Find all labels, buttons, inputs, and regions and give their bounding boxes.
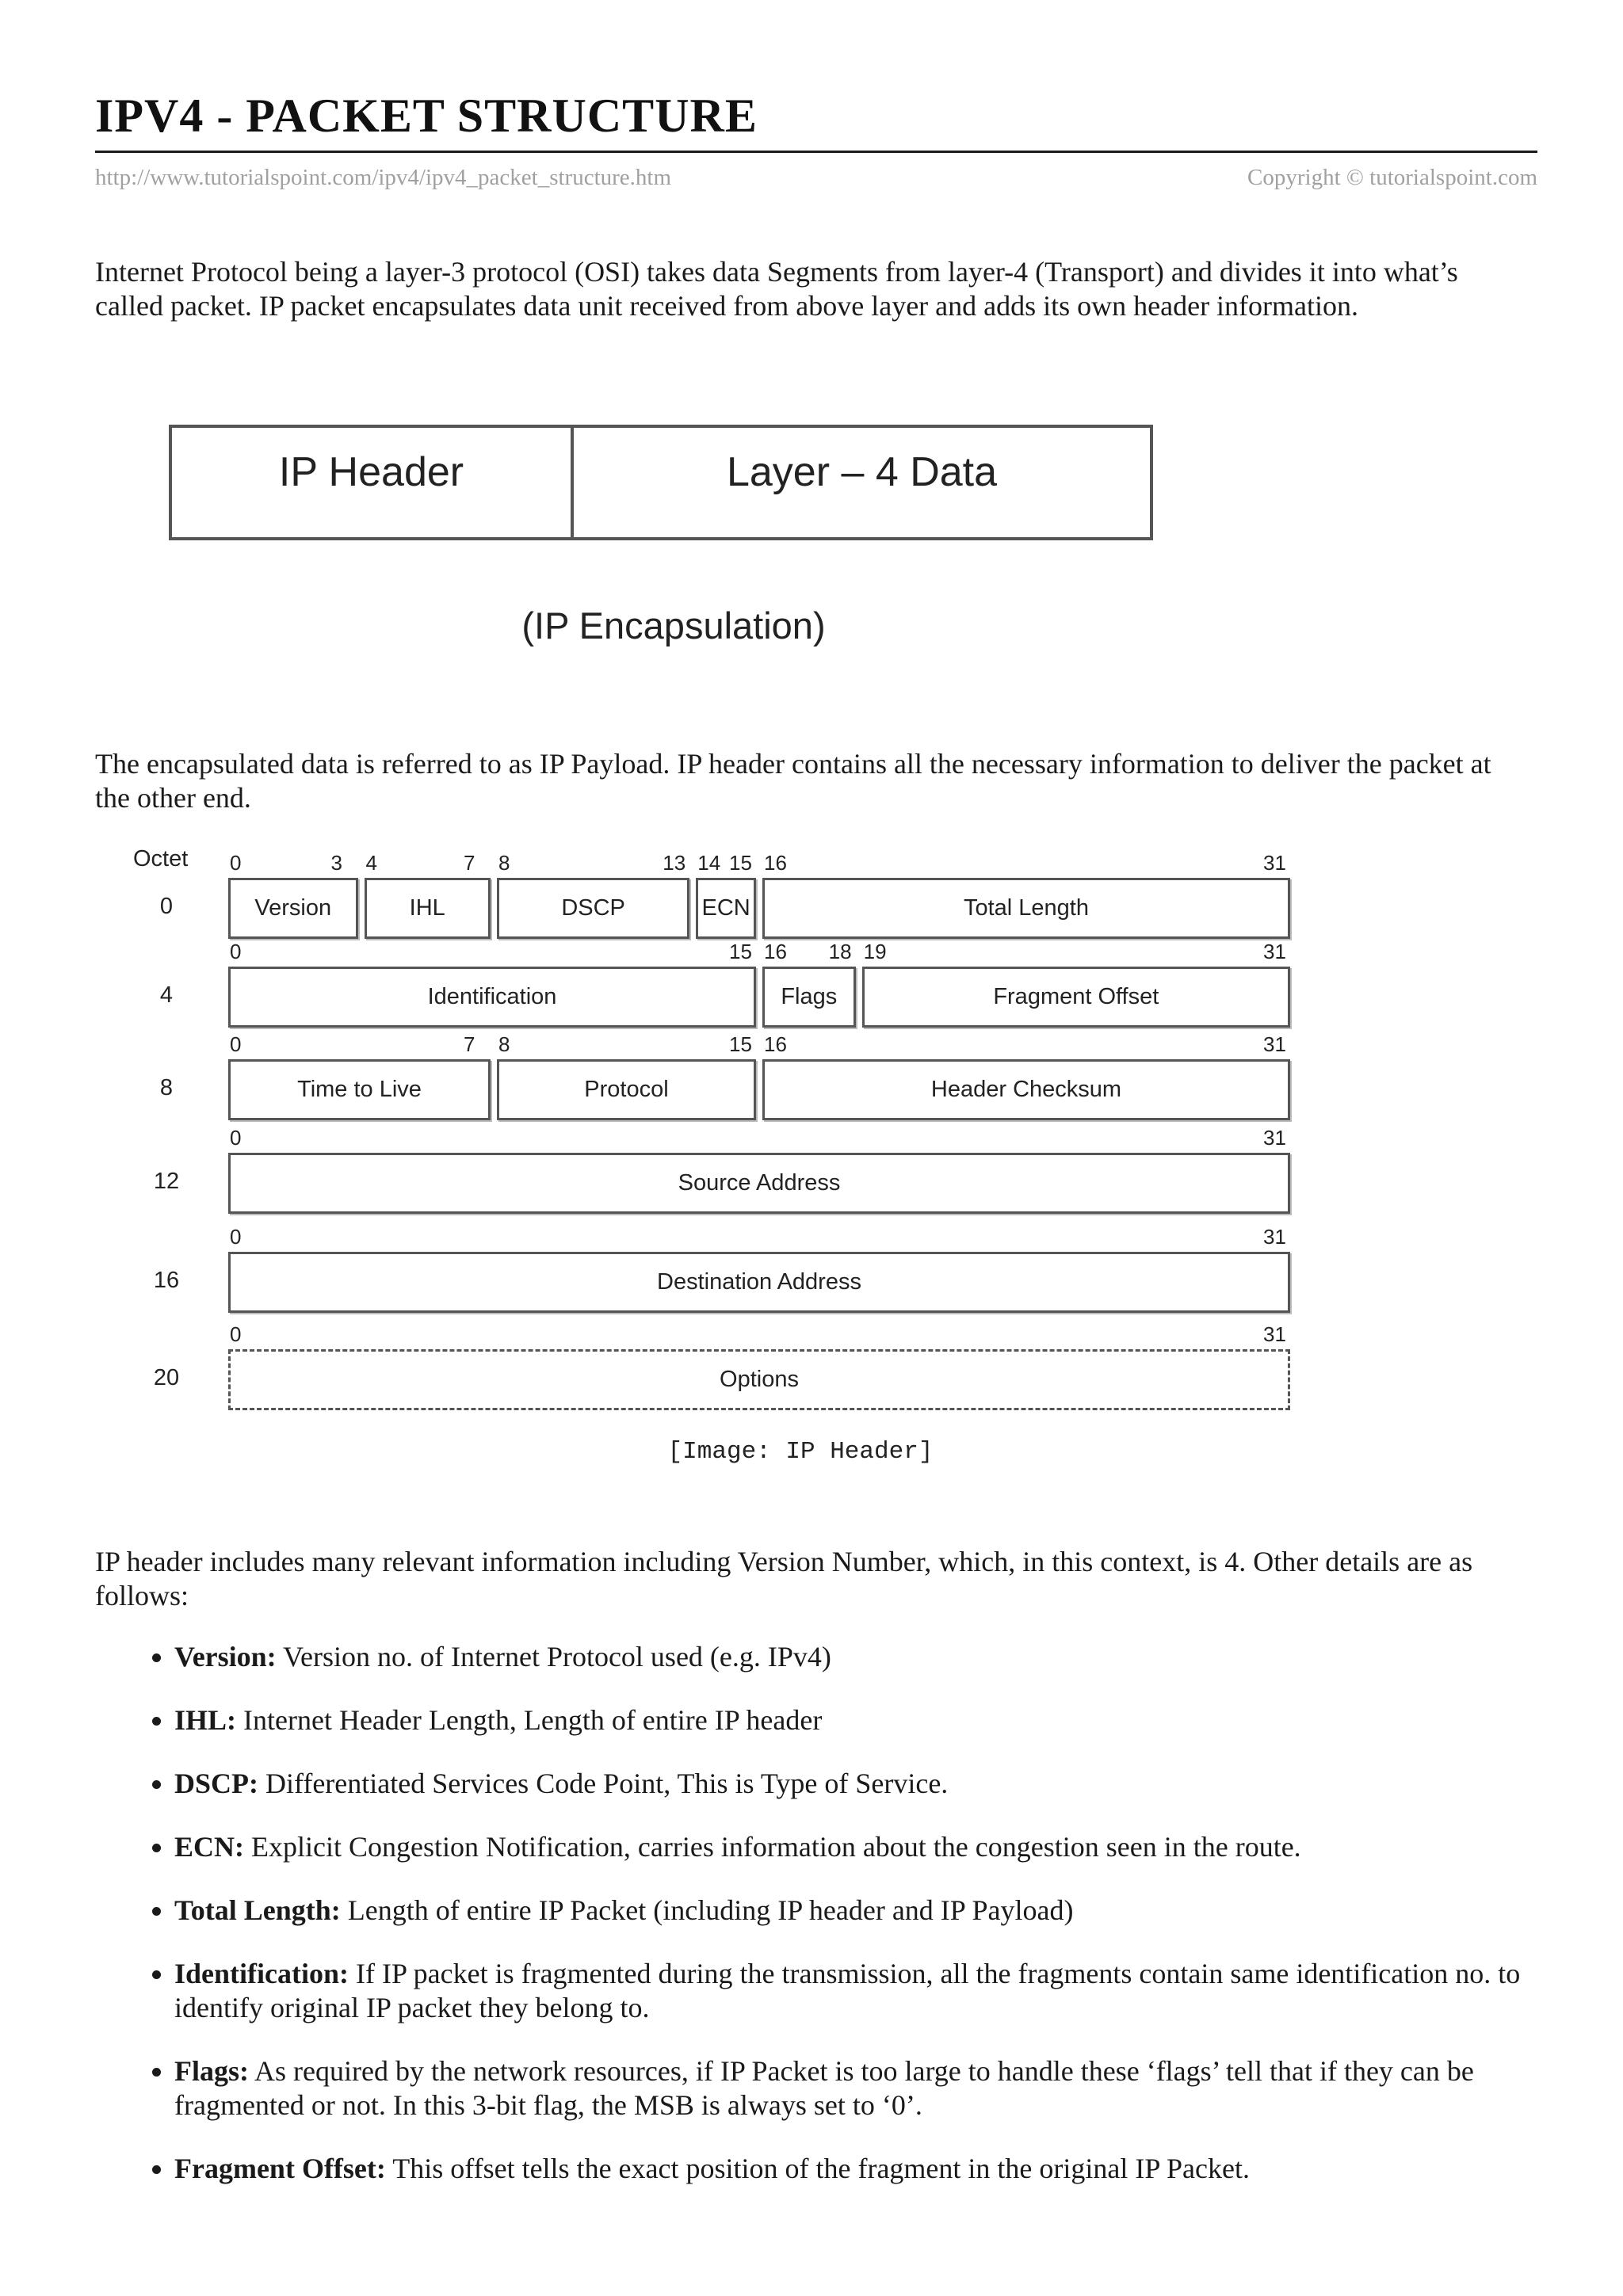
header-field-label: Source Address [678,1170,841,1196]
payload-paragraph: The encapsulated data is referred to as IP Payload. IP header contains all the necessary information to deliver the packet at the other end. [95,748,1491,814]
header-field-ecn [696,878,756,939]
ip-header-caption: [Image: IP Header] [667,1438,934,1466]
bit-start-label: 0 [230,1225,242,1249]
field-details-list [131,1640,1569,2215]
ip-header-block: IP Header [172,428,574,537]
bit-start-label: 8 [498,1032,510,1056]
bit-start-label: 0 [230,1126,242,1150]
octet-label: 12 [153,1169,180,1194]
bit-start-label: 0 [230,1322,242,1346]
list-item [174,1767,1569,1801]
header-field-identification [228,967,756,1028]
layer4-data-block: Layer – 4 Data [726,449,998,495]
header-field-label: Header Checksum [930,1077,1122,1102]
bit-start-label: 14 [697,851,721,875]
bit-start-label: 16 [764,851,787,875]
list-item-description: Version no. of Internet Protocol used (e.g. IPv4) [283,1641,831,1672]
list-item-term: Flags: [174,2055,249,2087]
header-field-fragment-offset [862,967,1290,1028]
header-field-protocol [497,1059,756,1120]
bit-end-label: 7 [464,1032,475,1056]
header-field-time-to-live [228,1059,491,1120]
list-item [174,2054,1569,2122]
list-item-description: Internet Header Length, Length of entire IP header [243,1704,823,1736]
list-item-description: As required by the network resources, if IP Packet is too large to handle these ‘flags’ tell that if they can be fragmented or not. In this 3-bit flag, the MSB is always set to ‘0’. [174,2055,1474,2121]
page-title: IPV4 - PACKET STRUCTURE [95,90,758,142]
list-item [174,1957,1569,2025]
list-item-description: Explicit Congestion Notification, carries information about the congestion seen in the route. [251,1831,1301,1863]
list-item-term: Identification: [174,1958,349,1989]
octet-label: 8 [159,1075,174,1100]
list-item [174,1703,1569,1737]
ip-header-diagram [95,0,1537,1505]
header-field-label: Version [254,895,332,921]
octet-column-title: Octet [133,846,189,871]
header-field-label: DSCP [561,895,625,921]
bit-start-label: 4 [365,851,377,875]
list-item-term: DSCP: [174,1768,258,1799]
list-item [174,1894,1569,1928]
bit-end-label: 31 [1263,851,1286,875]
bit-end-label: 31 [1263,1126,1286,1150]
header-field-label: Protocol [584,1077,669,1102]
bit-end-label: 31 [1263,1032,1286,1056]
list-item-description: This offset tells the exact position of the fragment in the original IP Packet. [392,2153,1250,2184]
header-field-label: IHL [409,895,445,921]
bit-start-label: 16 [764,1032,787,1056]
header-field-dscp [497,878,689,939]
list-item-term: ECN: [174,1831,244,1863]
bit-end-label: 18 [828,940,852,963]
header-field-version [228,878,358,939]
bit-end-label: 15 [729,851,752,875]
list-item-term: Total Length: [174,1894,341,1926]
bit-end-label: 31 [1263,1322,1286,1346]
bit-start-label: 16 [764,940,787,963]
header-field-label: Time to Live [297,1077,422,1102]
header-field-header-checksum [762,1059,1290,1120]
list-item [174,1830,1569,1864]
header-field-label: Destination Address [657,1269,861,1295]
octet-label: 4 [159,982,174,1008]
bit-start-label: 0 [230,940,242,963]
bit-start-label: 8 [498,851,510,875]
bit-start-label: 19 [863,940,887,963]
bit-start-label: 0 [230,1032,242,1056]
encapsulation-caption: (IP Encapsulation) [521,605,826,646]
source-url: http://www.tutorialspoint.com/ipv4/ipv4_packet_structure.htm [95,165,672,190]
bit-end-label: 3 [330,851,342,875]
bit-end-label: 15 [729,940,752,963]
bit-end-label: 15 [729,1032,752,1056]
octet-label: 20 [153,1365,180,1390]
octet-label: 0 [159,894,174,919]
header-field-options [228,1349,1290,1410]
header-field-label: Fragment Offset [993,984,1159,1009]
bit-end-label: 31 [1263,1225,1286,1249]
bit-end-label: 31 [1263,940,1286,963]
list-item-term: IHL: [174,1704,237,1736]
copyright-notice: Copyright © tutorialspoint.com [1247,165,1537,190]
header-field-ihl [365,878,491,939]
list-item-term: Version: [174,1641,277,1672]
list-item-description: If IP packet is fragmented during the transmission, all the fragments contain same identification no. to identify original IP packet they belong to. [174,1958,1521,2023]
header-field-destination-address [228,1252,1290,1313]
bit-end-label: 7 [464,851,475,875]
list-item [174,2152,1569,2186]
list-item [174,1640,1569,1674]
header-field-label: Identification [427,984,557,1009]
header-field-source-address [228,1153,1290,1214]
bit-end-label: 13 [663,851,686,875]
header-field-label: Options [720,1367,799,1392]
header-field-label: ECN [701,895,750,921]
bit-start-label: 0 [230,851,242,875]
header-field-label: Total Length [963,895,1089,921]
list-item-description: Length of entire IP Packet (including IP header and IP Payload) [347,1894,1074,1926]
header-field-label: Flags [781,984,838,1009]
list-item-description: Differentiated Services Code Point, This is Type of Service. [265,1768,949,1799]
list-item-term: Fragment Offset: [174,2153,386,2184]
octet-label: 16 [153,1268,180,1293]
details-intro-paragraph: IP header includes many relevant information including Version Number, which, in this context, is 4. Other details are as follows: [95,1546,1473,1611]
header-field-flags [762,967,856,1028]
header-field-total-length [762,878,1290,939]
intro-paragraph: Internet Protocol being a layer-3 protocol (OSI) takes data Segments from layer-4 (Transport) and divides it into what’s called packet. IP packet encapsulates data unit received from above layer and adds its own header information. [95,256,1458,322]
